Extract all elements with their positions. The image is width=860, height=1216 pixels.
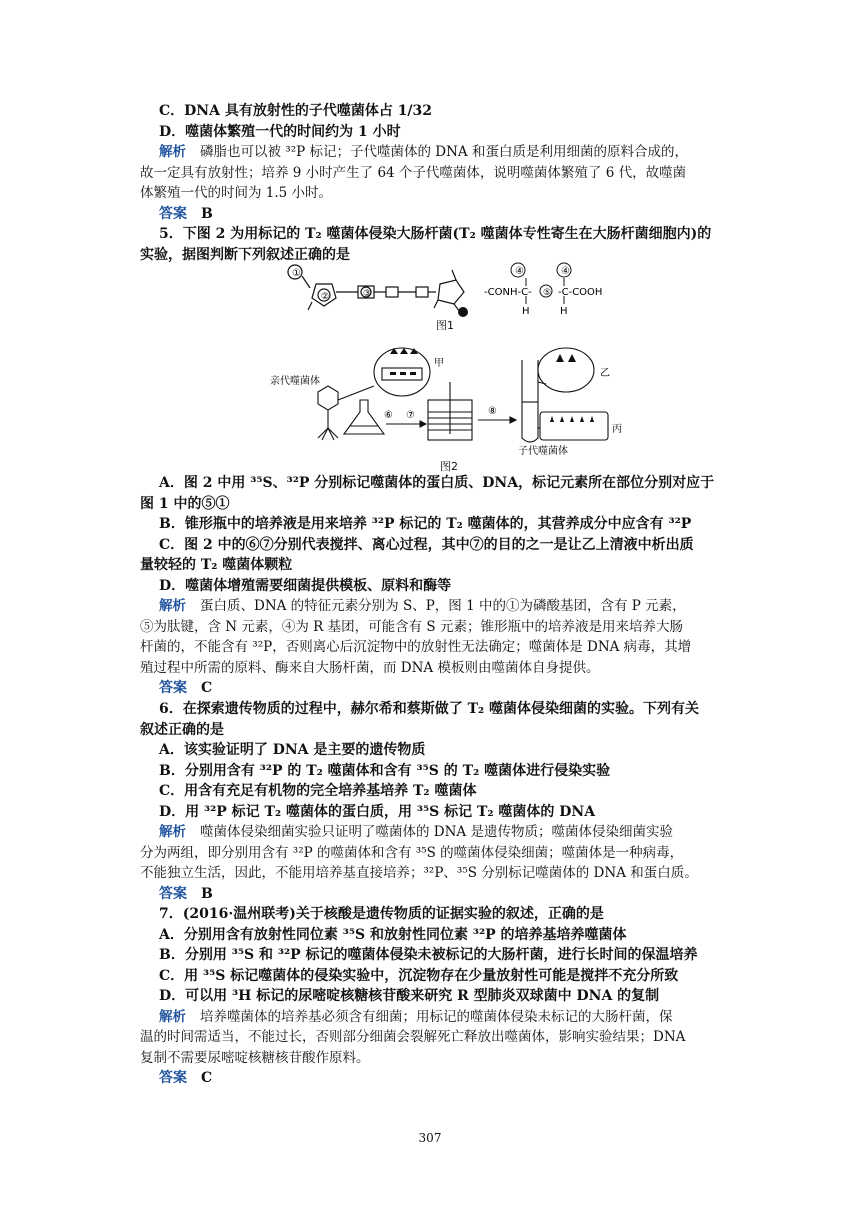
- question-5-stem: [140, 224, 740, 265]
- explanation-line: [140, 142, 740, 163]
- question-stem: 7．(2016·温州联考)关于核酸是遗传物质的证据实验的叙述，正确的是: [159, 906, 604, 922]
- label-5: ⑤: [543, 288, 552, 298]
- label-bing: 丙: [612, 424, 622, 435]
- option-a: A．该实验证明了 DNA 是主要的遗传物质: [159, 742, 426, 758]
- option-d: D．可以用 ³H 标记的尿嘧啶核糖核苷酸来研究 R 型肺炎双球菌中 DNA 的复制: [159, 988, 660, 1004]
- label-3: ③: [363, 289, 372, 299]
- answer-value: C: [201, 680, 213, 696]
- explanation-text: 殖过程中所需的原料、酶来自大肠杆菌，而 DNA 模板则由噬菌体自身提供。: [140, 659, 600, 676]
- parent-phage-label: 亲代噬菌体: [270, 376, 320, 387]
- figure-2: [270, 342, 630, 460]
- answer-value: B: [201, 205, 213, 222]
- formula-right: -C-COOH: [558, 287, 603, 298]
- explanation-label: 解析: [159, 144, 186, 160]
- answer-value: B: [201, 885, 213, 902]
- explanation-label: 解析: [159, 1008, 186, 1025]
- option-b: B．锥形瓶中的培养液是用来培养 ³²P 标记的 T₂ 噬菌体的，其营养成分中应含有 ³²P: [159, 516, 692, 532]
- label-1: ①: [292, 268, 301, 279]
- explanation-text: 体繁殖一代的时间为 1.5 小时。: [140, 185, 333, 201]
- explanation-text: 杆菌的，不能含有 ³²P，否则离心后沉淀物中的放射性无法确定；噬菌体是 DNA 病毒，其增: [140, 639, 692, 655]
- page-number: 307: [418, 1131, 442, 1145]
- explanation-text: 噬菌体侵染细菌实验只证明了噬菌体的 DNA 是遗传物质；噬菌体侵染细菌实验: [200, 824, 673, 840]
- option-c: C．DNA 具有放射性的子代噬菌体占 1/32: [159, 103, 433, 119]
- figure-1-caption: 图1: [436, 319, 454, 332]
- explanation-text: 不能独立生活，因此，不能用培养基直接培养；³²P、³⁵S 分别标记噬菌体的 DNA 和蛋白质。: [140, 865, 698, 881]
- explanation-label: 解析: [159, 824, 186, 840]
- offspring-phage-label: 子代噬菌体: [518, 446, 568, 457]
- option-d: D．噬菌体繁殖一代的时间约为 1 小时: [159, 123, 401, 140]
- explanation-text: 蛋白质、DNA 的特征元素分别为 S、P，图 1 中的①为磷酸基团，含有 P 元素，: [200, 598, 686, 614]
- explanation-text: 复制不需要尿嘧啶核糖核苷酸作原料。: [140, 1049, 370, 1066]
- question-stem: 5．下图 2 为用标记的 T₂ 噬菌体侵染大肠杆菌(T₂ 噬菌体专性寄生在大肠杆菌细胞内)的: [159, 226, 712, 242]
- option-d: D．用 ³²P 标记 T₂ 噬菌体的蛋白质，用 ³⁵S 标记 T₂ 噬菌体的 DNA: [159, 803, 596, 820]
- label-yi: 乙: [600, 368, 610, 379]
- option-b: B．分别用含有 ³²P 的 T₂ 噬菌体和含有 ³⁵S 的 T₂ 噬菌体进行侵染实验: [159, 762, 611, 779]
- label-4: ④: [515, 266, 524, 277]
- label-7: ⑦: [406, 410, 415, 421]
- explanation-text: 培养噬菌体的培养基必须含有细菌；用标记的噬菌体侵染未标记的大肠杆菌，保: [200, 1008, 673, 1025]
- explanation-line: [140, 1007, 740, 1028]
- option-c: C．图 2 中的⑥⑦分别代表搅拌、离心过程，其中⑦的目的之一是让乙上清液中析出质: [159, 536, 694, 553]
- answer-label: 答案: [159, 885, 187, 902]
- answer-label: 答案: [159, 205, 187, 222]
- option-c: C．用 ³⁵S 标记噬菌体的侵染实验中，沉淀物存在少量放射性可能是搅拌不充分所致: [159, 967, 679, 984]
- explanation-line: [140, 596, 740, 617]
- explanation-text: ⑤为肽键，含 N 元素，④为 R 基团，可能含有 S 元素；锥形瓶中的培养液是用来培养大肠: [140, 618, 683, 635]
- explanation-text: 磷脂也可以被 ³²P 标记；子代噬菌体的 DNA 和蛋白质是利用细菌的原料合成的，: [200, 144, 688, 160]
- h-atom: H: [522, 306, 530, 317]
- explanation-line: [140, 822, 740, 843]
- question-stem: 实验，据图判断下列叙述正确的是: [140, 246, 350, 263]
- formula-left: -CONH-C-: [484, 287, 532, 298]
- explanation-text: 温的时间需适当，不能过长，否则部分细菌会裂解死亡释放出噬菌体，影响实验结果；DNA: [140, 1029, 686, 1045]
- answer-line: [140, 678, 740, 699]
- figure-2-caption: 图2: [440, 460, 458, 473]
- answer-label: 答案: [159, 1070, 187, 1086]
- label-4: ④: [561, 266, 570, 277]
- question-7: [140, 904, 740, 1089]
- label-6: ⑥: [384, 410, 393, 421]
- label-2: ②: [321, 292, 330, 302]
- explanation-text: 故一定具有放射性；培养 9 小时产生了 64 个子代噬菌体，说明噬菌体繁殖了 6 代，故噬菌: [140, 164, 687, 181]
- answer-value: C: [201, 1070, 213, 1086]
- h-atom: H: [560, 306, 568, 317]
- option-c: C．用含有充足有机物的完全培养基培养 T₂ 噬菌体: [159, 783, 477, 799]
- option-a: A．分别用含有放射性同位素 ³⁵S 和放射性同位素 ³²P 的培养基培养噬菌体: [159, 926, 627, 943]
- answer-label: 答案: [159, 680, 187, 696]
- answer-line: [140, 884, 740, 905]
- question-5-options: [140, 473, 740, 699]
- label-jia: 甲: [434, 358, 444, 369]
- answer-line: [140, 1068, 740, 1089]
- explanation-label: 解析: [159, 598, 186, 614]
- question-6: [140, 699, 740, 904]
- question-stem: 6．在探索遗传物质的过程中，赫尔希和蔡斯做了 T₂ 噬菌体侵染细菌的实验。下列有关: [159, 701, 700, 717]
- option-c-cont: 量较轻的 T₂ 噬菌体颗粒: [140, 557, 293, 573]
- question-stem: 叙述正确的是: [140, 721, 224, 738]
- explanation-text: 分为两组，即分别用含有 ³²P 的噬菌体和含有 ³⁵S 的噬菌体侵染细菌；噬菌体是一种病毒，: [140, 844, 684, 861]
- option-b: B．分别用 ³⁵S 和 ³²P 标记的噬菌体侵染未被标记的大肠杆菌，进行长时间的保温培养: [159, 947, 698, 963]
- option-a: A．图 2 中用 ³⁵S、³²P 分别标记噬菌体的蛋白质、DNA，标记元素所在部位分别对应于: [159, 475, 715, 491]
- label-8: ⑧: [488, 406, 497, 417]
- option-d: D．噬菌体增殖需要细菌提供模板、原料和酶等: [159, 577, 452, 594]
- answer-line: [140, 204, 740, 225]
- option-a-cont: 图 1 中的⑤①: [140, 495, 230, 512]
- question-4-tail: [140, 101, 740, 224]
